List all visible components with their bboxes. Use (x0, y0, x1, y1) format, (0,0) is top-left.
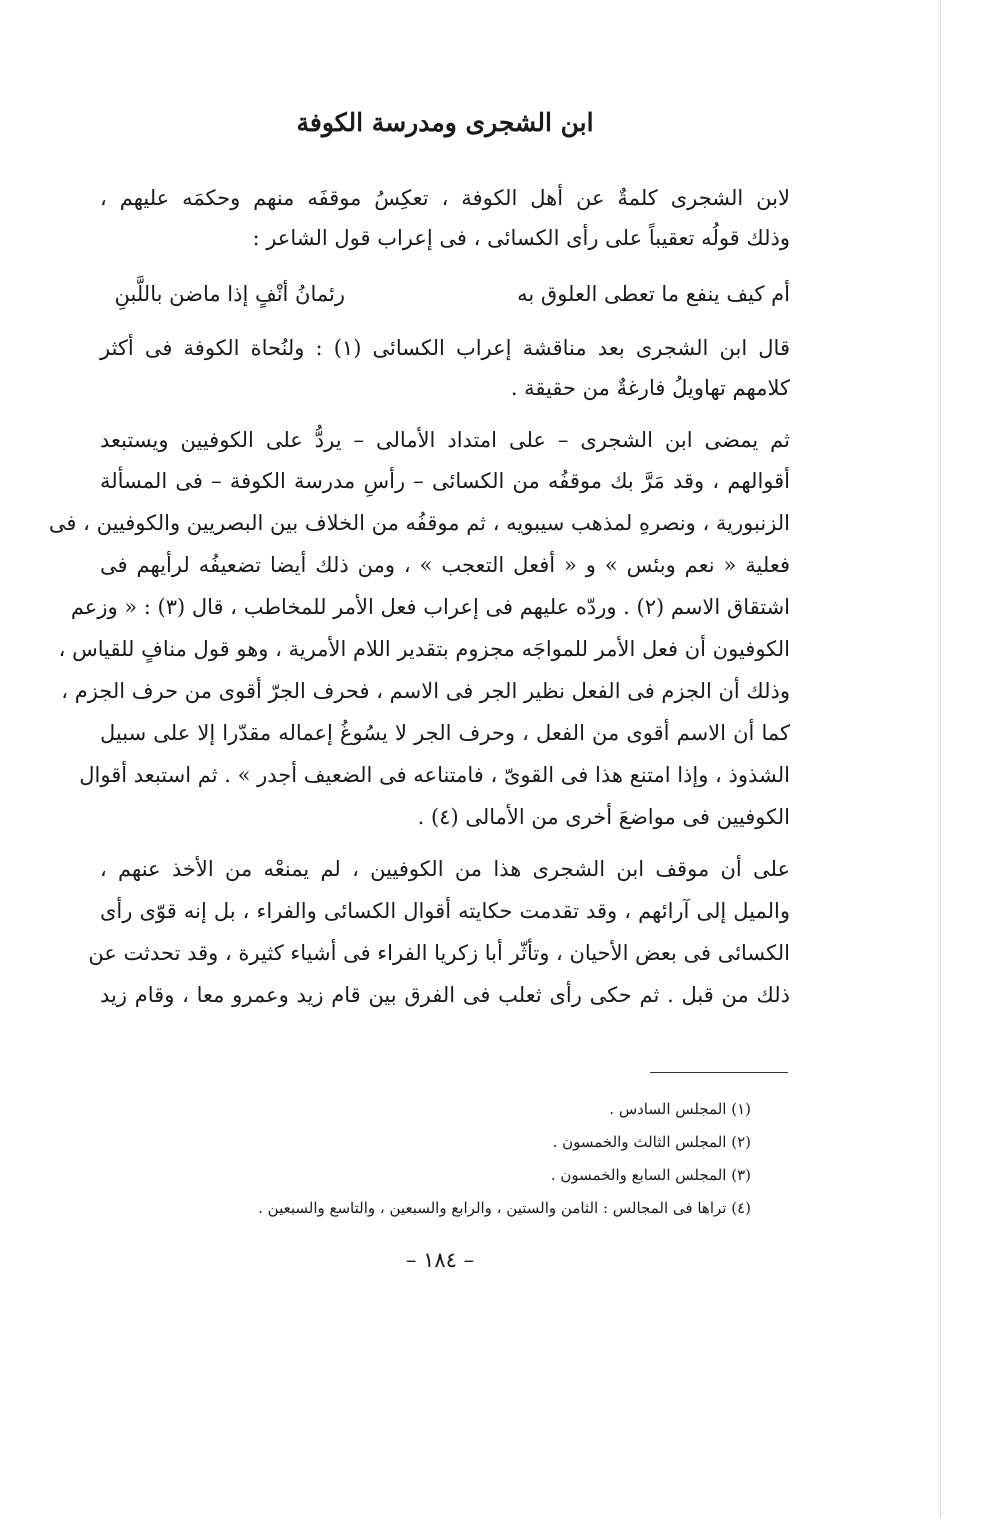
text-line: على أن موقف ابن الشجرى هذا من الكوفيين ، لم يمنعْه من الأخذ عنهم ، (100, 857, 790, 881)
text-line: ذلك من قبل . ثم حكى رأى ثعلب فى الفرق بين قام زيد وعمرو معا ، وقام زيد (100, 983, 790, 1007)
footnote: (١) المجلس السادس . (609, 1100, 751, 1118)
verse-hemistich-second: رئمانُ أنْفٍ إذا ماضن باللَّبنِ (114, 282, 345, 306)
text-line: وذلك أن الجزم فى الفعل نظير الجر فى الاسم ، فحرف الجرّ أقوى من حرف الجزم ، (61, 679, 790, 703)
text-line: والميل إلى آرائهم ، وقد تقدمت حكايته أقوال الكسائى والفراء ، بل إنه قوّى رأى (100, 899, 790, 923)
text-line: لابن الشجرى كلمةٌ عن أهل الكوفة ، تعكِسُ موقفَه منهم وحكمَه عليهم ، (100, 186, 790, 210)
poetry-verse (100, 282, 790, 318)
text-line: ثم يمضى ابن الشجرى – على امتداد الأمالى – يردُّ على الكوفيين ويستبعد (100, 428, 790, 452)
text-line: كلامهم تهاويلُ فارغةٌ من حقيقة . (510, 376, 790, 400)
page-number: – ١٨٤ – (405, 1248, 475, 1272)
text-line: فعلية « نعم وبئس » و « أفعل التعجب » ، ومن ذلك أيضا تضعيفُه لرأيهم فى (100, 553, 790, 577)
footnote: (٣) المجلس السابع والخمسون . (550, 1166, 751, 1184)
page-title: ابن الشجرى ومدرسة الكوفة (296, 108, 594, 137)
verse-hemistich-first: أم كيف ينفع ما تعطى العلوق به (517, 282, 790, 306)
footnote: (٢) المجلس الثالث والخمسون . (552, 1133, 751, 1151)
text-line: الزنبورية ، ونصرهِ لمذهب سيبويه ، ثم موقفُه من الخلاف بين البصريين والكوفيين ، فى (48, 511, 790, 535)
footnote-separator (650, 1072, 788, 1073)
footnote: (٤) تراها فى المجالس : الثامن والستين ، والرابع والسبعين ، والتاسع والسبعين . (258, 1199, 751, 1217)
text-line: أقوالهم ، وقد مَرَّ بك موقفُه من الكسائى – رأسِ مدرسة الكوفة – فى المسألة (100, 469, 790, 493)
text-line: وذلك قولُه تعقيباً على رأى الكسائى ، فى إعراب قول الشاعر : (252, 226, 790, 250)
text-line: الشذوذ ، وإذا امتنع هذا فى القوىّ ، فامتناعه فى الضعيف أجدر » . ثم استبعد أقوال (79, 763, 790, 787)
text-line: قال ابن الشجرى بعد مناقشة إعراب الكسائى (١) : ولنُحاة الكوفة فى أكثر (100, 336, 790, 360)
text-line: كما أن الاسم أقوى من الفعل ، وحرف الجر لا يسُوغُ إعماله مقدّرا إلا على سبيل (100, 721, 790, 745)
text-line: اشتقاق الاسم (٢) . وردّه عليهم فى إعراب فعل الأمر للمخاطب ، قال (٣) : « وزعم (70, 595, 790, 619)
text-line: الكسائى فى بعض الأحيان ، وتأثّر أبا زكريا الفراء فى أشياء كثيرة ، وقد تحدثت عن (88, 941, 790, 965)
page-edge-divider (940, 0, 941, 1517)
text-line: الكوفيون أن فعل الأمر للمواجَه مجزوم بتقدير اللام الأمرية ، وهو قول منافٍ للقياس ، (58, 637, 790, 661)
text-line: الكوفيين فى مواضعَ أخرى من الأمالى (٤) . (417, 805, 790, 829)
